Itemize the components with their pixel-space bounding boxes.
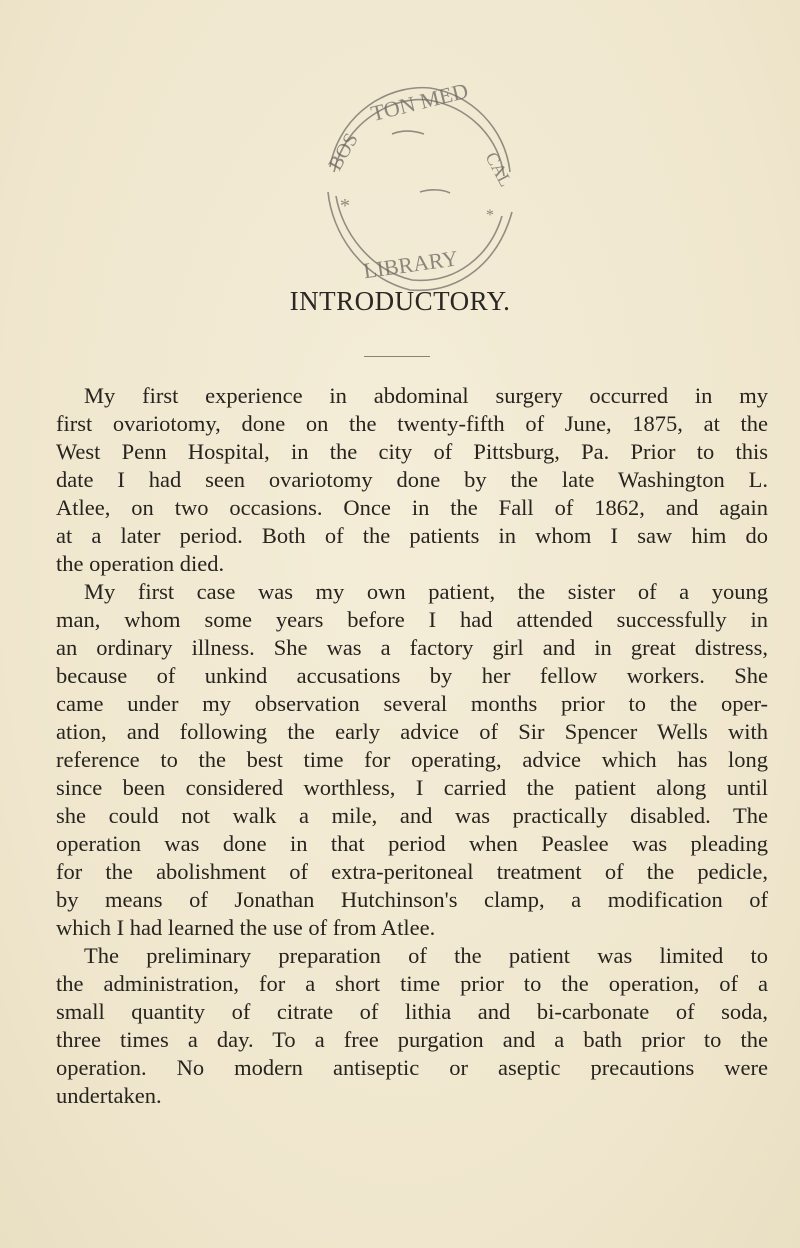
text-line: an ordinary illness. She was a factory girl and in great distress, — [56, 635, 768, 660]
stamp-ring-right: CAL — [481, 148, 517, 190]
text-line: for the abolishment of extra-peritoneal treatment of the pedicle, — [56, 859, 768, 884]
text-line: which I had learned the use of from Atlee. — [56, 915, 436, 940]
text-line: since been considered worthless, I carried the patient along until — [56, 775, 768, 800]
library-stamp-icon — [300, 72, 520, 302]
text-line: she could not walk a mile, and was practically disabled. The — [56, 803, 768, 828]
stamp-star-icon: * — [486, 207, 494, 224]
text-line: three times a day. To a free purgation and a bath prior to the — [56, 1027, 768, 1052]
library-stamp — [300, 72, 520, 302]
text-line: ation, and following the early advice of Sir Spencer Wells with — [56, 719, 768, 744]
stamp-ring-bottom: LIBRARY — [361, 245, 460, 284]
text-line: at a later period. Both of the patients in whom I saw him do — [56, 523, 768, 548]
text-line: My first experience in abdominal surgery occurred in my — [84, 383, 768, 408]
text-line: man, whom some years before I had attended successfully in — [56, 607, 768, 632]
text-line: the administration, for a short time prior to the operation, of a — [56, 971, 768, 996]
text-line: My first case was my own patient, the sister of a young — [84, 579, 768, 604]
text-line: came under my observation several months prior to the oper- — [56, 691, 768, 716]
stamp-asterisk-icon: * — [340, 195, 350, 217]
text-line: small quantity of citrate of lithia and bi-carbonate of soda, — [56, 999, 768, 1024]
text-line: Atlee, on two occasions. Once in the Fall of 1862, and again — [56, 495, 768, 520]
text-line: The preliminary preparation of the patient was limited to — [84, 943, 768, 968]
text-line: by means of Jonathan Hutchinson's clamp, a modification of — [56, 887, 768, 912]
text-line: undertaken. — [56, 1083, 162, 1108]
text-line: first ovariotomy, done on the twenty-fifth of June, 1875, at the — [56, 411, 768, 436]
text-line: operation was done in that period when Peaslee was pleading — [56, 831, 768, 856]
chapter-heading: INTRODUCTORY. — [289, 286, 511, 316]
heading-divider — [364, 356, 430, 357]
text-line: reference to the best time for operating, advice which has long — [56, 747, 768, 772]
text-line: West Penn Hospital, in the city of Pittsburg, Pa. Prior to this — [56, 439, 768, 464]
text-line: because of unkind accusations by her fellow workers. She — [56, 663, 768, 688]
text-line: the operation died. — [56, 551, 225, 576]
stamp-ring-top: TON MED — [368, 77, 471, 127]
stamp-ring-left: BOS — [324, 129, 363, 175]
text-line: operation. No modern antiseptic or aseptic precautions were — [56, 1055, 768, 1080]
text-line: date I had seen ovariotomy done by the late Washington L. — [56, 467, 768, 492]
